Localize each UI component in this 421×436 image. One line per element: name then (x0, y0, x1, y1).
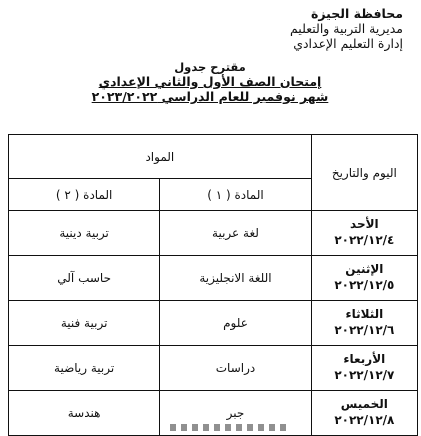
exam-schedule-table (8, 134, 418, 436)
administration-label: إدارة التعليم الإعدادي (293, 36, 403, 51)
document-title-block (60, 60, 360, 104)
day-cell (311, 301, 417, 346)
subject2-header: المادة ( ٢ ) (9, 179, 160, 211)
exam-date: ٢٠٢٢/١٢/٦ (334, 323, 395, 337)
day-name: الأحد (350, 217, 379, 231)
subject2-cell: هندسة (9, 391, 160, 436)
exam-date: ٢٠٢٢/١٢/٤ (334, 233, 395, 247)
day-cell (311, 211, 417, 256)
day-name: الأربعاء (343, 352, 386, 366)
subject1-cell: لغة عربية (160, 211, 311, 256)
exam-date: ٢٠٢٢/١٢/٨ (334, 413, 395, 427)
institution-header (253, 6, 403, 51)
table-row (9, 346, 418, 391)
day-cell (311, 346, 417, 391)
subjects-header: المواد (9, 135, 312, 179)
directorate-label: مديرية التربية والتعليم (289, 21, 403, 36)
subject2-cell: تربية دينية (9, 211, 160, 256)
day-cell (311, 256, 417, 301)
subject1-cell: جبر (160, 391, 311, 436)
day-name: الخميس (340, 397, 388, 411)
day-name: الإثنين (345, 262, 384, 276)
table-row (9, 301, 418, 346)
table-row (9, 256, 418, 301)
exam-date: ٢٠٢٢/١٢/٧ (334, 368, 395, 382)
subject2-cell: تربية فنية (9, 301, 160, 346)
subject2-cell: تربية رياضية (9, 346, 160, 391)
subject2-cell: حاسب آلي (9, 256, 160, 301)
subject1-header: المادة ( ١ ) (160, 179, 311, 211)
table-row (9, 211, 418, 256)
subject1-cell: اللغة الانجليزية (160, 256, 311, 301)
governorate-label: محافظة الجيزة (311, 6, 403, 21)
day-name: الثلاثاء (345, 307, 384, 321)
subject1-cell: علوم (160, 301, 311, 346)
table-header-row (9, 135, 418, 179)
subject1-cell: دراسات (160, 346, 311, 391)
exam-period-title: شهر نوفمبر للعام الدراسي ٢٠٢٣/٢٠٢٢ (91, 89, 329, 104)
day-date-header: اليوم والتاريخ (311, 135, 417, 211)
exam-title: إمتحان الصف الأول والثاني الإعدادي (98, 74, 322, 89)
cut-off-text-fragment (170, 424, 290, 431)
proposal-title: مقترح جدول (174, 60, 246, 74)
exam-date: ٢٠٢٢/١٢/٥ (334, 278, 395, 292)
day-cell (311, 391, 417, 436)
